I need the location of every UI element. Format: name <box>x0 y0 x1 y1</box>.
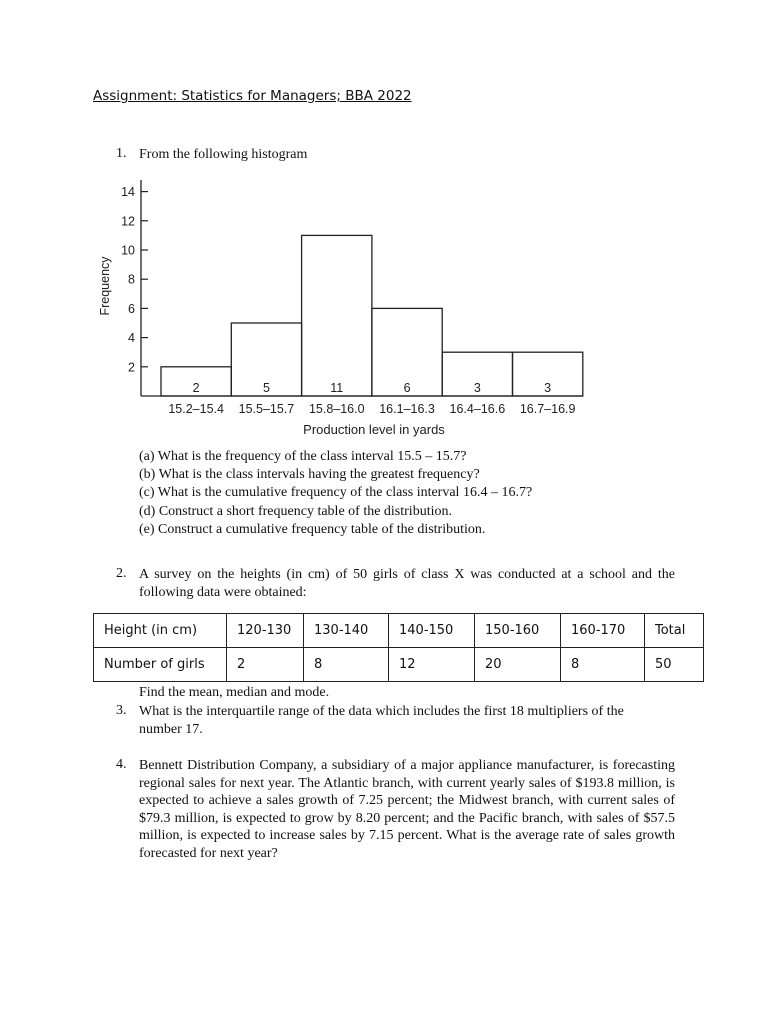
heights-table <box>93 613 704 682</box>
bar-value-label: 6 <box>403 381 411 395</box>
question-1-subquestions <box>139 448 532 539</box>
y-axis-label: Frequency <box>98 256 112 316</box>
table-cell: 120-130 <box>227 614 304 648</box>
question-4-text: Bennett Distribution Company, a subsidiary of a major appliance manufacturer, is forecasting regional sales for next year. The Atlantic branch, with current yearly sales of $193.8 million, is expected to achieve a sales growth of 7.25 percent; the Midwest branch, with current sales of $79.3 million, is expected to grow by 8.20 percent; and the Pacific branch, with sales of $57.5 million, is expected to increase sales by 7.15 percent. What is the average rate of sales growth forecasted for next year? <box>139 758 675 861</box>
table-cell: Total <box>645 614 704 648</box>
subquestion-a: (a) What is the frequency of the class interval 15.5 – 15.7? <box>139 449 467 464</box>
bar-value-label: 3 <box>544 381 552 395</box>
y-tick-label: 6 <box>128 301 135 316</box>
page-title: Assignment: Statistics for Managers; BBA 2022 <box>93 88 412 104</box>
table-cell: Height (in cm) <box>94 614 227 648</box>
bar-value-label: 11 <box>330 381 344 395</box>
table-cell: 20 <box>475 648 561 682</box>
table-header-row <box>94 614 704 648</box>
table-row <box>94 648 704 682</box>
histogram-bar <box>302 235 372 396</box>
question-3-text: What is the interquartile range of the data which includes the first 18 multipliers of the number 17. <box>139 704 624 737</box>
table-cell: 8 <box>304 648 389 682</box>
table-cell: Number of girls <box>94 648 227 682</box>
y-tick-label: 4 <box>128 331 135 346</box>
table-cell: 50 <box>645 648 704 682</box>
x-tick-label: 15.2–15.4 <box>168 402 224 416</box>
y-tick-label: 8 <box>128 272 135 287</box>
x-tick-labels <box>168 402 575 416</box>
table-cell: 150-160 <box>475 614 561 648</box>
question-2-number: 2. <box>116 566 127 581</box>
bar-value-label: 3 <box>473 381 481 395</box>
question-1-number: 1. <box>116 146 127 161</box>
subquestion-b: (b) What is the class intervals having the greatest frequency? <box>139 467 480 483</box>
x-axis-label: Production level in yards <box>303 422 445 437</box>
y-tick-label: 12 <box>121 214 135 229</box>
bar-value-label: 2 <box>192 381 200 395</box>
subquestion-e: (e) Construct a cumulative frequency table of the distribution. <box>139 521 486 537</box>
x-tick-label: 15.8–16.0 <box>308 402 365 416</box>
y-tick-label: 10 <box>121 243 135 258</box>
x-tick-label: 16.1–16.3 <box>379 402 435 416</box>
x-tick-label: 15.5–15.7 <box>238 402 295 416</box>
histogram-bars <box>161 235 583 396</box>
question-4-number: 4. <box>116 757 127 772</box>
subquestion-d: (d) Construct a short frequency table of the distribution. <box>139 503 452 519</box>
table-cell: 8 <box>561 648 645 682</box>
table-cell: 140-150 <box>389 614 475 648</box>
y-tick-label: 14 <box>121 185 135 200</box>
x-tick-label: 16.7–16.9 <box>519 402 576 416</box>
table-cell: 12 <box>389 648 475 682</box>
question-2-text: A survey on the heights (in cm) of 50 girls of class X was conducted at a school and the following data were obtained: <box>139 567 675 600</box>
y-axis <box>121 180 583 396</box>
subquestion-c: (c) What is the cumulative frequency of the class interval 16.4 – 16.7? <box>139 485 533 501</box>
question-1-text: From the following histogram <box>139 147 308 162</box>
question-3-number: 3. <box>116 703 127 718</box>
table-cell: 130-140 <box>304 614 389 648</box>
bar-value-label: 5 <box>262 381 270 395</box>
question-2-followup: Find the mean, median and mode. <box>139 685 330 700</box>
x-tick-label: 16.4–16.6 <box>449 402 506 416</box>
table-cell: 2 <box>227 648 304 682</box>
histogram-chart <box>90 180 590 442</box>
table-cell: 160-170 <box>561 614 645 648</box>
y-tick-label: 2 <box>128 360 135 375</box>
